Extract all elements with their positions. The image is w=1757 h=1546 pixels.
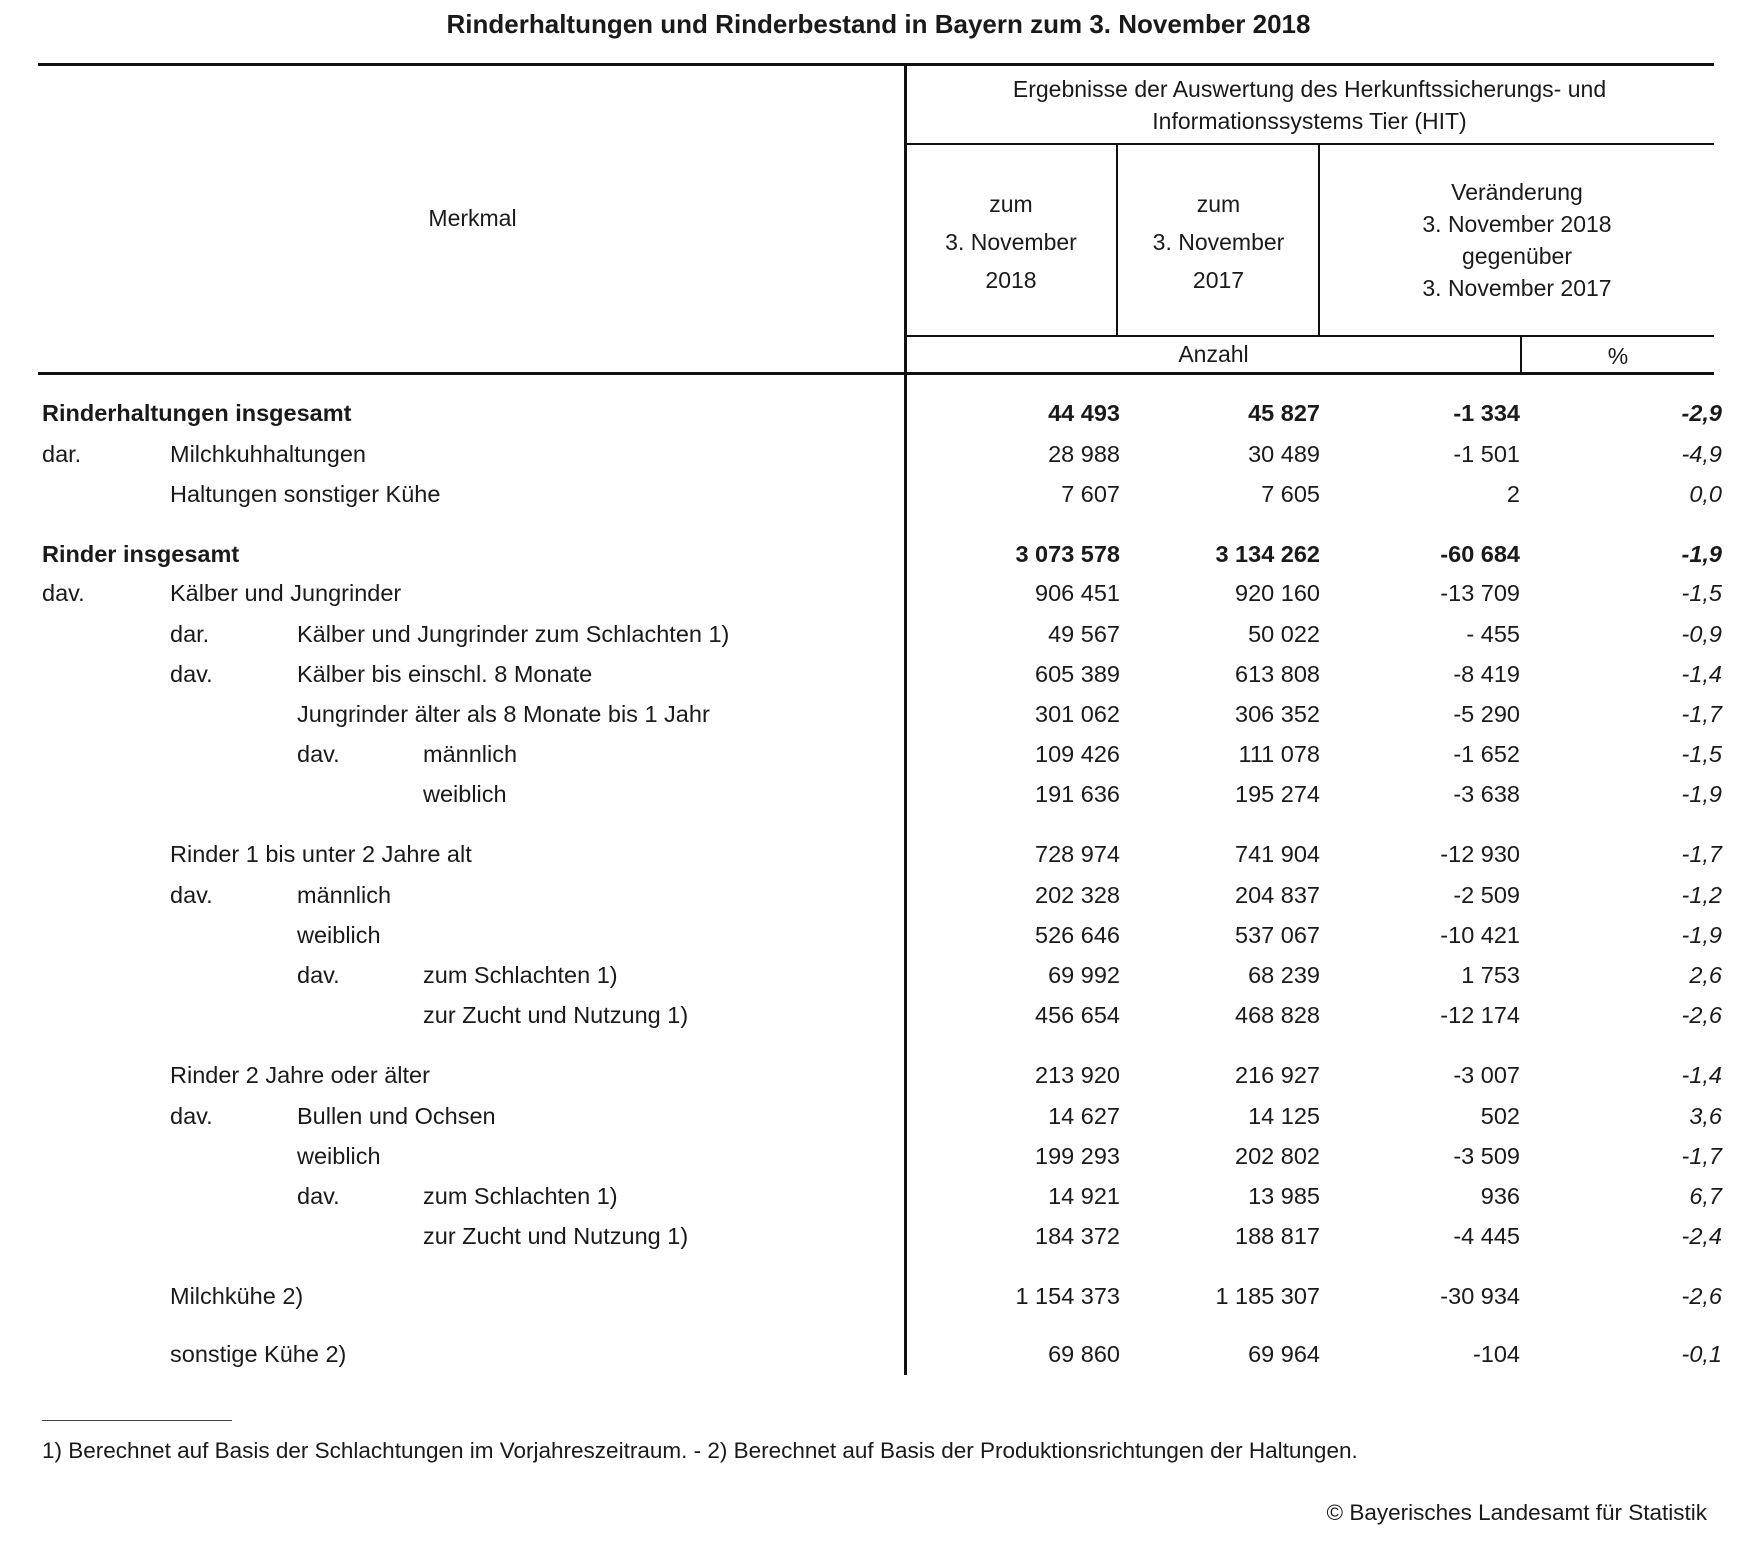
table-row — [0, 962, 1757, 1002]
change-percent: -1,9 — [1681, 781, 1722, 807]
change-percent: -1,4 — [1681, 1062, 1722, 1088]
value-2017: 1 185 307 — [1215, 1283, 1320, 1309]
change-count: -1 334 — [1453, 400, 1520, 426]
value-2018: 202 328 — [1035, 882, 1120, 908]
row-label: weiblich — [297, 1143, 381, 1169]
change-percent: 6,7 — [1689, 1183, 1722, 1209]
table-row — [0, 441, 1757, 481]
value-2018: 1 154 373 — [1015, 1283, 1120, 1309]
row-connector: dav. — [297, 962, 340, 988]
table-row — [0, 1103, 1757, 1143]
value-2018: 301 062 — [1035, 701, 1120, 727]
change-percent: -1,4 — [1681, 661, 1722, 687]
value-2017: 188 817 — [1235, 1223, 1320, 1249]
value-2018: 69 992 — [1048, 962, 1120, 988]
value-2018: 14 921 — [1048, 1183, 1120, 1209]
table-row — [0, 1002, 1757, 1042]
change-count: -104 — [1472, 1341, 1520, 1367]
change-percent: -1,5 — [1681, 741, 1722, 767]
change-percent: -1,9 — [1681, 922, 1722, 948]
row-label: männlich — [423, 741, 518, 767]
row-label: Haltungen sonstiger Kühe — [170, 481, 441, 507]
footnote-rule — [42, 1420, 232, 1421]
table-row — [0, 1223, 1757, 1263]
value-2018: 49 567 — [1048, 621, 1120, 647]
row-label: Milchkuhhaltungen — [170, 441, 366, 467]
table-row — [0, 481, 1757, 521]
table-top-rule — [38, 63, 1714, 66]
header-group-rule — [905, 143, 1714, 145]
change-count: - 455 — [1466, 621, 1520, 647]
change-count: 1 753 — [1461, 962, 1520, 988]
value-2018: 456 654 — [1035, 1002, 1120, 1028]
col-header-change: Veränderung 3. November 2018 gegenüber 3. November 2017 — [1422, 179, 1612, 301]
header-columns-rule — [905, 335, 1714, 337]
table-row — [0, 400, 1757, 440]
row-label: zum Schlachten 1) — [423, 962, 618, 988]
change-count: -8 419 — [1453, 661, 1520, 687]
change-percent: -2,6 — [1681, 1002, 1722, 1028]
change-count: -1 501 — [1453, 441, 1520, 467]
change-count: -30 934 — [1440, 1283, 1520, 1309]
row-label: weiblich — [423, 781, 507, 807]
group-header-line-2: Informationssystems Tier (HIT) — [1152, 108, 1467, 134]
change-count: -3 638 — [1453, 781, 1520, 807]
table-row — [0, 1062, 1757, 1102]
row-label: männlich — [297, 882, 392, 908]
row-label: sonstige Kühe 2) — [170, 1341, 347, 1367]
table-row — [0, 922, 1757, 962]
row-label: Kälber und Jungrinder zum Schlachten 1) — [297, 621, 730, 647]
value-2018: 184 372 — [1035, 1223, 1120, 1249]
change-count: 936 — [1480, 1183, 1520, 1209]
value-2017: 537 067 — [1235, 922, 1320, 948]
value-2017: 204 837 — [1235, 882, 1320, 908]
page-title: Rinderhaltungen und Rinderbestand in Bayern zum 3. November 2018 — [446, 9, 1311, 39]
change-percent: -1,9 — [1681, 541, 1722, 567]
col-header-2017: zum 3. November 2017 — [1152, 191, 1285, 293]
table-row — [0, 661, 1757, 701]
value-2018: 7 607 — [1061, 481, 1120, 507]
row-connector: dav. — [297, 1183, 340, 1209]
value-2017: 14 125 — [1248, 1103, 1320, 1129]
change-percent: -2,4 — [1681, 1223, 1722, 1249]
change-count: -2 509 — [1453, 882, 1520, 908]
row-label: zum Schlachten 1) — [423, 1183, 618, 1209]
value-2017: 741 904 — [1235, 841, 1320, 867]
row-label: zur Zucht und Nutzung 1) — [423, 1223, 689, 1249]
row-label: Rinder 2 Jahre oder älter — [170, 1062, 430, 1088]
value-2017: 13 985 — [1248, 1183, 1320, 1209]
value-2017: 7 605 — [1261, 481, 1320, 507]
change-percent: -1,7 — [1681, 1143, 1722, 1169]
value-2018: 109 426 — [1035, 741, 1120, 767]
change-count: -3 007 — [1453, 1062, 1520, 1088]
value-2018: 199 293 — [1035, 1143, 1120, 1169]
row-connector: dar. — [170, 621, 210, 647]
change-percent: -1,7 — [1681, 701, 1722, 727]
value-2017: 68 239 — [1248, 962, 1320, 988]
change-count: -60 684 — [1440, 541, 1520, 567]
footnote: 1) Berechnet auf Basis der Schlachtungen im Vorjahreszeitraum. - 2) Berechnet auf Basis der Produktionsrichtungen der Haltungen. — [42, 1438, 1358, 1463]
change-count: -3 509 — [1453, 1143, 1520, 1169]
change-count: -1 652 — [1453, 741, 1520, 767]
col-header-2018: zum 3. November 2018 — [945, 191, 1077, 293]
table-row — [0, 1183, 1757, 1223]
value-2017: 468 828 — [1235, 1002, 1320, 1028]
change-count: -10 421 — [1440, 922, 1520, 948]
change-percent: 0,0 — [1689, 481, 1722, 507]
value-2018: 605 389 — [1035, 661, 1120, 687]
value-2017: 216 927 — [1235, 1062, 1320, 1088]
table-row — [0, 1341, 1757, 1381]
change-percent: -1,5 — [1681, 580, 1722, 606]
value-2017: 613 808 — [1235, 661, 1320, 687]
value-2017: 202 802 — [1235, 1143, 1320, 1169]
unit-pct-header: % — [1607, 343, 1629, 369]
value-2017: 50 022 — [1248, 621, 1320, 647]
change-count: 502 — [1480, 1103, 1520, 1129]
change-percent: -0,9 — [1681, 621, 1722, 647]
value-2018: 526 646 — [1035, 922, 1120, 948]
group-header-line-1: Ergebnisse der Auswertung des Herkunftssicherungs- und — [1012, 76, 1607, 102]
row-label: Bullen und Ochsen — [297, 1103, 496, 1129]
value-2017: 306 352 — [1235, 701, 1320, 727]
change-percent: -2,9 — [1681, 400, 1722, 426]
change-count: -4 445 — [1453, 1223, 1520, 1249]
row-label: Rinder insgesamt — [42, 541, 240, 567]
row-label: zur Zucht und Nutzung 1) — [423, 1002, 689, 1028]
row-connector: dav. — [170, 661, 213, 687]
row-label: weiblich — [297, 922, 381, 948]
value-2017: 3 134 262 — [1215, 541, 1320, 567]
value-2018: 44 493 — [1048, 400, 1120, 426]
value-2017: 69 964 — [1248, 1341, 1320, 1367]
row-label: Rinder 1 bis unter 2 Jahre alt — [170, 841, 472, 867]
table-row — [0, 882, 1757, 922]
row-connector: dav. — [297, 741, 340, 767]
table-row — [0, 621, 1757, 661]
row-connector: dav. — [170, 882, 213, 908]
change-percent: -1,7 — [1681, 841, 1722, 867]
table-row — [0, 1143, 1757, 1183]
row-label: Rinderhaltungen insgesamt — [42, 400, 352, 426]
value-2017: 195 274 — [1235, 781, 1320, 807]
table-row — [0, 781, 1757, 821]
value-2018: 213 920 — [1035, 1062, 1120, 1088]
table-row — [0, 701, 1757, 741]
change-count: -13 709 — [1440, 580, 1520, 606]
group-header — [905, 73, 1714, 137]
change-percent: -1,2 — [1681, 882, 1722, 908]
value-2018: 728 974 — [1035, 841, 1120, 867]
value-2018: 906 451 — [1035, 580, 1120, 606]
table-row — [0, 541, 1757, 581]
change-count: -5 290 — [1453, 701, 1520, 727]
value-2017: 111 078 — [1238, 741, 1320, 767]
row-connector: dar. — [42, 441, 82, 467]
change-percent: 2,6 — [1689, 962, 1722, 988]
value-2017: 45 827 — [1248, 400, 1320, 426]
value-2017: 920 160 — [1235, 580, 1320, 606]
row-label: Jungrinder älter als 8 Monate bis 1 Jahr — [297, 701, 710, 727]
table-row — [0, 1283, 1757, 1323]
table-row — [0, 741, 1757, 781]
value-2018: 69 860 — [1048, 1341, 1120, 1367]
table-row — [0, 841, 1757, 881]
change-count: 2 — [1506, 481, 1520, 507]
row-label: Kälber und Jungrinder — [170, 580, 402, 606]
row-label: Milchkühe 2) — [170, 1283, 304, 1309]
change-count: -12 930 — [1440, 841, 1520, 867]
merkmal-header: Merkmal — [428, 205, 517, 231]
unit-count-header: Anzahl — [1178, 341, 1249, 367]
change-percent: -0,1 — [1681, 1341, 1722, 1367]
header-bottom-rule — [38, 372, 1714, 375]
change-percent: -4,9 — [1681, 441, 1722, 467]
row-connector: dav. — [42, 580, 85, 606]
value-2017: 30 489 — [1248, 441, 1320, 467]
value-2018: 3 073 578 — [1015, 541, 1120, 567]
change-count: -12 174 — [1440, 1002, 1520, 1028]
table-row — [0, 580, 1757, 620]
row-label: Kälber bis einschl. 8 Monate — [297, 661, 593, 687]
value-2018: 14 627 — [1048, 1103, 1120, 1129]
copyright: © Bayerisches Landesamt für Statistik — [1326, 1500, 1707, 1525]
value-2018: 28 988 — [1048, 441, 1120, 467]
change-percent: -2,6 — [1681, 1283, 1722, 1309]
value-2018: 191 636 — [1035, 781, 1120, 807]
change-percent: 3,6 — [1689, 1103, 1722, 1129]
row-connector: dav. — [170, 1103, 213, 1129]
